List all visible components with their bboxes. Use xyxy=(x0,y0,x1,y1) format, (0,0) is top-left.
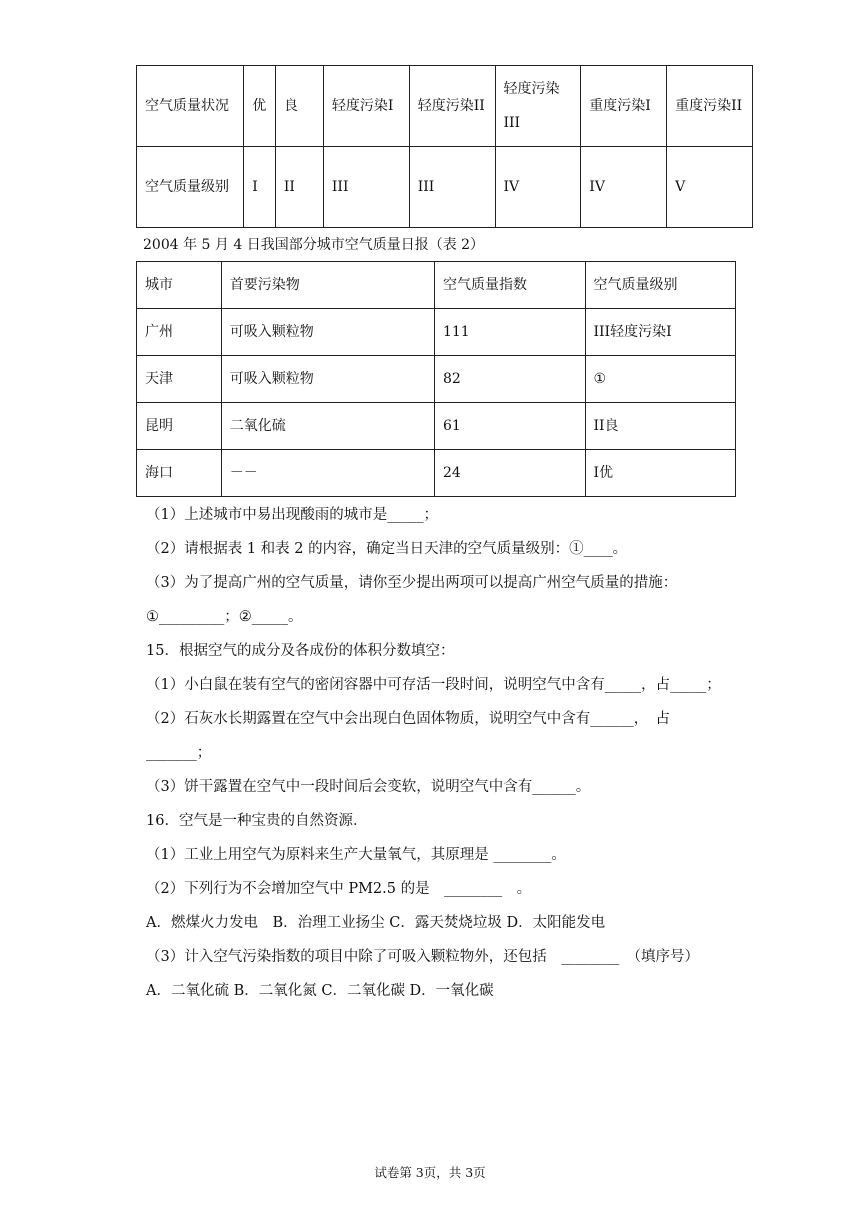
table-cell: 二氧化硫 xyxy=(221,403,434,450)
question-line: （3）饼干露置在空气中一段时间后会变软，说明空气中含有______。 xyxy=(146,779,591,795)
question-line: （3）计入空气污染指数的项目中除了可吸入颗粒物外，还包括 ________ （填序号） xyxy=(146,949,699,965)
table-cell: 可吸入颗粒物 xyxy=(221,309,434,356)
question-heading: 15．根据空气的成分及各成份的体积分数填空： xyxy=(146,643,455,659)
table-cell: 空气质量状况 xyxy=(137,66,244,147)
table-cell: 轻度污染III xyxy=(495,66,581,147)
table-caption: 2004 年 5 月 4 日我国部分城市空气质量日报（表 2） xyxy=(143,237,485,253)
table-header-cell: 空气质量指数 xyxy=(434,262,585,309)
answer-options: A．二氧化硫 B．二氧化氮 C．二氧化碳 D．一氧化碳 xyxy=(146,983,494,999)
table-cell: ① xyxy=(585,356,736,403)
table-cell: I xyxy=(244,147,276,228)
table-cell: 重度污染I xyxy=(581,66,667,147)
table-cell: 广州 xyxy=(137,309,222,356)
table-cell: IV xyxy=(581,147,667,228)
table-cell: III xyxy=(323,147,409,228)
question-line: （2）下列行为不会增加空气中 PM2.5 的是 ________ 。 xyxy=(146,881,532,897)
table-row xyxy=(137,356,736,403)
question-line: ①_________；②_____。 xyxy=(146,609,303,625)
question-line: （3）为了提高广州的空气质量，请你至少提出两项可以提高广州空气质量的措施： xyxy=(146,575,678,591)
city-air-quality-table xyxy=(136,261,736,497)
table-cell: II xyxy=(275,147,323,228)
question-line: （2）请根据表 1 和表 2 的内容，确定当日天津的空气质量级别：①____。 xyxy=(146,541,628,557)
table-row xyxy=(137,309,736,356)
table-header-cell: 首要污染物 xyxy=(221,262,434,309)
table-cell: 61 xyxy=(434,403,585,450)
table-cell: 海口 xyxy=(137,450,222,497)
table-header-cell: 空气质量级别 xyxy=(585,262,736,309)
table-cell: III xyxy=(409,147,495,228)
table-cell: V xyxy=(667,147,753,228)
question-line: （1）工业上用空气为原料来生产大量氧气，其原理是 ________。 xyxy=(146,847,566,863)
table-cell: II良 xyxy=(585,403,736,450)
question-line: _______； xyxy=(146,745,212,761)
table-cell: 优 xyxy=(244,66,276,147)
table-header-row xyxy=(137,262,736,309)
table-cell: 轻度污染I xyxy=(323,66,409,147)
table-cell: 空气质量级别 xyxy=(137,147,244,228)
question-line: （2）石灰水长期露置在空气中会出现白色固体物质，说明空气中含有______， 占 xyxy=(146,711,670,727)
table-cell: －－ xyxy=(221,450,434,497)
table-cell: 重度污染II xyxy=(667,66,753,147)
question-line: （1）小白鼠在装有空气的密闭容器中可存活一段时间，说明空气中含有_____，占_____； xyxy=(146,677,721,693)
table-cell: III轻度污染I xyxy=(585,309,736,356)
table-cell: 轻度污染II xyxy=(409,66,495,147)
table-cell: I优 xyxy=(585,450,736,497)
table-cell: IV xyxy=(495,147,581,228)
answer-options: A．燃煤火力发电 B．治理工业扬尘 C．露天焚烧垃圾 D．太阳能发电 xyxy=(146,915,606,931)
table-row xyxy=(137,147,753,228)
table-cell: 良 xyxy=(275,66,323,147)
question-line: （1）上述城市中易出现酸雨的城市是_____； xyxy=(146,507,438,523)
table-row xyxy=(137,450,736,497)
table-row xyxy=(137,403,736,450)
table-row xyxy=(137,66,753,147)
table-header-cell: 城市 xyxy=(137,262,222,309)
table-cell: 24 xyxy=(434,450,585,497)
page-footer: 试卷第 3页，共 3页 xyxy=(374,1165,486,1180)
table-cell: 昆明 xyxy=(137,403,222,450)
question-heading: 16．空气是一种宝贵的自然资源． xyxy=(146,813,368,829)
table-cell: 可吸入颗粒物 xyxy=(221,356,434,403)
air-quality-level-table xyxy=(136,65,753,228)
table-cell: 天津 xyxy=(137,356,222,403)
table-cell: 111 xyxy=(434,309,585,356)
table-cell: 82 xyxy=(434,356,585,403)
